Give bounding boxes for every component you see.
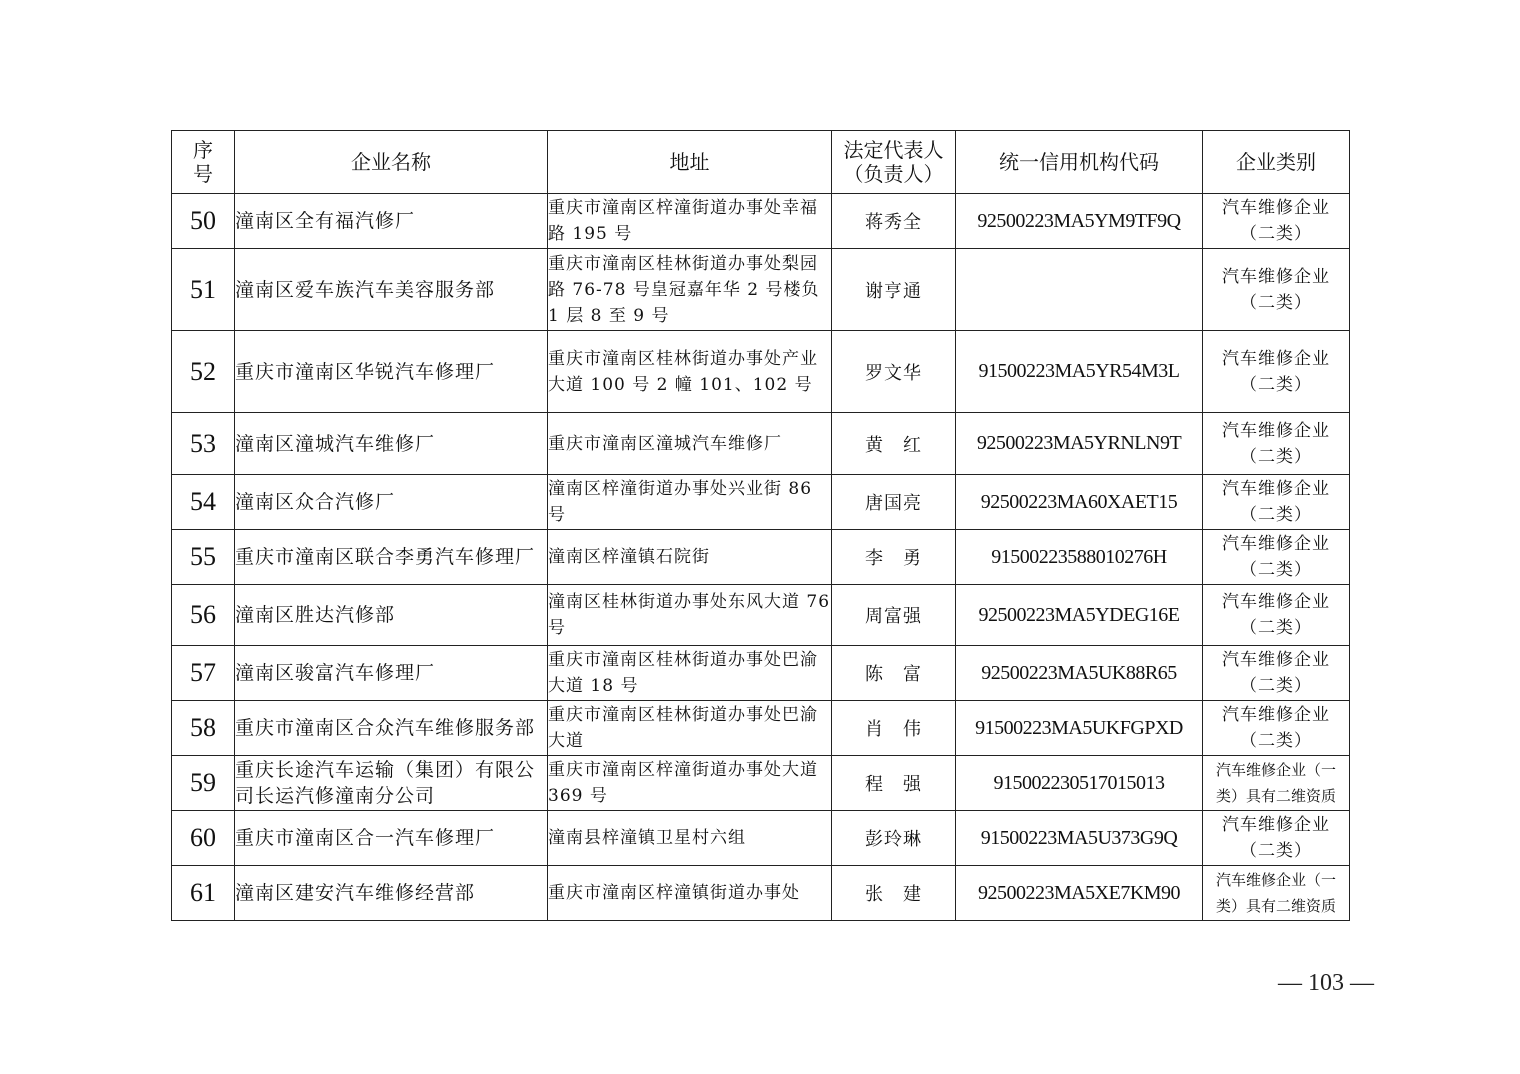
cell-type-line2: （二类） bbox=[1240, 841, 1312, 861]
table-row bbox=[172, 585, 1350, 646]
cell-name: 潼南区骏富汽车修理厂 bbox=[235, 646, 548, 701]
header-address: 地址 bbox=[548, 131, 832, 194]
cell-address: 重庆市潼南区桂林街道办事处产业大道 100 号 2 幢 101、102 号 bbox=[548, 331, 832, 413]
table-row bbox=[172, 866, 1350, 921]
cell-legal: 周富强 bbox=[832, 585, 956, 646]
header-legal bbox=[832, 131, 956, 194]
cell-legal: 程 强 bbox=[832, 756, 956, 811]
cell-type-line1: 汽车维修企业（一 bbox=[1215, 761, 1336, 779]
cell-legal: 罗文华 bbox=[832, 331, 956, 413]
cell-type-line1: 汽车维修企业 bbox=[1222, 815, 1330, 835]
cell-seq: 56 bbox=[172, 585, 235, 646]
header-seq bbox=[172, 131, 235, 194]
cell-name: 潼南区建安汽车维修经营部 bbox=[235, 866, 548, 921]
cell-type-line1: 汽车维修企业 bbox=[1222, 479, 1330, 499]
header-name: 企业名称 bbox=[235, 131, 548, 194]
header-type: 企业类别 bbox=[1203, 131, 1350, 194]
cell-type-line2: （二类） bbox=[1240, 560, 1312, 580]
cell-legal: 蒋秀全 bbox=[832, 194, 956, 249]
cell-address: 重庆市潼南区桂林街道办事处巴渝大道 bbox=[548, 701, 832, 756]
cell-type bbox=[1203, 530, 1350, 585]
cell-code: 92500223MA5XE7KM90 bbox=[956, 866, 1203, 921]
cell-type bbox=[1203, 756, 1350, 811]
table-row bbox=[172, 249, 1350, 331]
cell-type bbox=[1203, 331, 1350, 413]
cell-type bbox=[1203, 413, 1350, 475]
cell-code: 92500223MA5YDEG16E bbox=[956, 585, 1203, 646]
table-row bbox=[172, 194, 1350, 249]
table-row bbox=[172, 701, 1350, 756]
table-row bbox=[172, 331, 1350, 413]
cell-type-line1: 汽车维修企业 bbox=[1222, 650, 1330, 670]
table-header bbox=[172, 131, 1350, 194]
cell-code: 91500223588010276H bbox=[956, 530, 1203, 585]
cell-type-line2: （二类） bbox=[1240, 224, 1312, 244]
cell-seq: 58 bbox=[172, 701, 235, 756]
cell-address: 潼南县梓潼镇卫星村六组 bbox=[548, 811, 832, 866]
cell-type-line2: （二类） bbox=[1240, 374, 1312, 395]
cell-seq: 52 bbox=[172, 331, 235, 413]
cell-address: 重庆市潼南区梓潼街道办事处幸福路 195 号 bbox=[548, 194, 832, 249]
header-code: 统一信用机构代码 bbox=[956, 131, 1203, 194]
cell-legal: 彭玲琳 bbox=[832, 811, 956, 866]
cell-legal: 李 勇 bbox=[832, 530, 956, 585]
cell-legal: 张 建 bbox=[832, 866, 956, 921]
table-row bbox=[172, 811, 1350, 866]
cell-legal: 唐国亮 bbox=[832, 475, 956, 530]
cell-seq: 53 bbox=[172, 413, 235, 475]
cell-name: 重庆市潼南区联合李勇汽车修理厂 bbox=[235, 530, 548, 585]
cell-address: 重庆市潼南区桂林街道办事处巴渝大道 18 号 bbox=[548, 646, 832, 701]
cell-address: 重庆市潼南区桂林街道办事处梨园路 76-78 号皇冠嘉年华 2 号楼负 1 层 8 至 9 号 bbox=[548, 249, 832, 331]
table-row bbox=[172, 413, 1350, 475]
cell-legal: 肖 伟 bbox=[832, 701, 956, 756]
cell-address: 重庆市潼南区潼城汽车维修厂 bbox=[548, 413, 832, 475]
cell-type-line2: （二类） bbox=[1240, 676, 1312, 696]
cell-type-line1: 汽车维修企业 bbox=[1222, 348, 1330, 369]
cell-seq: 55 bbox=[172, 530, 235, 585]
cell-type-line2: （二类） bbox=[1240, 618, 1312, 638]
table-row bbox=[172, 475, 1350, 530]
cell-type bbox=[1203, 646, 1350, 701]
cell-address: 重庆市潼南区梓潼镇街道办事处 bbox=[548, 866, 832, 921]
cell-address: 潼南区梓潼镇石院街 bbox=[548, 530, 832, 585]
cell-seq: 60 bbox=[172, 811, 235, 866]
header-seq-line1: 序 bbox=[193, 138, 213, 162]
cell-type-line2: 类）具有二维资质 bbox=[1215, 897, 1336, 915]
cell-seq: 59 bbox=[172, 756, 235, 811]
page-number: — 103 — bbox=[1278, 970, 1374, 996]
cell-code: 91500223MA5YR54M3L bbox=[956, 331, 1203, 413]
cell-code: 92500223MA60XAET15 bbox=[956, 475, 1203, 530]
cell-type bbox=[1203, 194, 1350, 249]
header-legal-line1: 法定代表人 bbox=[843, 138, 944, 162]
cell-code: 92500223MA5YRNLN9T bbox=[956, 413, 1203, 475]
header-row bbox=[172, 131, 1350, 194]
cell-name: 重庆长途汽车运输（集团）有限公司长运汽修潼南分公司 bbox=[235, 756, 548, 811]
cell-address: 潼南区梓潼街道办事处兴业街 86 号 bbox=[548, 475, 832, 530]
table-row bbox=[172, 530, 1350, 585]
cell-type-line2: 类）具有二维资质 bbox=[1215, 787, 1336, 805]
cell-code bbox=[956, 249, 1203, 331]
cell-code: 91500223MA5U373G9Q bbox=[956, 811, 1203, 866]
table-row bbox=[172, 756, 1350, 811]
cell-type-line1: 汽车维修企业 bbox=[1222, 592, 1330, 612]
cell-seq: 54 bbox=[172, 475, 235, 530]
header-legal-line2: （负责人） bbox=[843, 162, 944, 186]
cell-type bbox=[1203, 475, 1350, 530]
cell-type-line2: （二类） bbox=[1240, 505, 1312, 525]
cell-code: 92500223MA5UK88R65 bbox=[956, 646, 1203, 701]
cell-seq: 50 bbox=[172, 194, 235, 249]
cell-type-line1: 汽车维修企业 bbox=[1222, 198, 1330, 218]
cell-type-line1: 汽车维修企业 bbox=[1222, 534, 1330, 554]
cell-legal: 陈 富 bbox=[832, 646, 956, 701]
cell-type-line1: 汽车维修企业 bbox=[1222, 266, 1330, 287]
cell-name: 潼南区爱车族汽车美容服务部 bbox=[235, 249, 548, 331]
cell-type-line1: 汽车维修企业 bbox=[1222, 705, 1330, 725]
cell-type-line2: （二类） bbox=[1240, 731, 1312, 751]
cell-name: 潼南区众合汽修厂 bbox=[235, 475, 548, 530]
cell-code: 92500223MA5YM9TF9Q bbox=[956, 194, 1203, 249]
table-body bbox=[172, 194, 1350, 921]
cell-legal: 黄 红 bbox=[832, 413, 956, 475]
cell-seq: 57 bbox=[172, 646, 235, 701]
cell-address: 潼南区桂林街道办事处东风大道 76 号 bbox=[548, 585, 832, 646]
cell-name: 重庆市潼南区华锐汽车修理厂 bbox=[235, 331, 548, 413]
cell-name: 潼南区全有福汽修厂 bbox=[235, 194, 548, 249]
cell-type-line1: 汽车维修企业（一 bbox=[1215, 871, 1336, 889]
cell-name: 重庆市潼南区合一汽车修理厂 bbox=[235, 811, 548, 866]
header-seq-line2: 号 bbox=[193, 162, 213, 186]
cell-name: 潼南区潼城汽车维修厂 bbox=[235, 413, 548, 475]
cell-type-line2: （二类） bbox=[1240, 292, 1312, 313]
cell-name: 潼南区胜达汽修部 bbox=[235, 585, 548, 646]
cell-type-line1: 汽车维修企业 bbox=[1222, 420, 1330, 441]
cell-seq: 61 bbox=[172, 866, 235, 921]
cell-type bbox=[1203, 585, 1350, 646]
cell-type bbox=[1203, 866, 1350, 921]
cell-code: 91500223MA5UKFGPXD bbox=[956, 701, 1203, 756]
cell-type bbox=[1203, 701, 1350, 756]
enterprise-table bbox=[171, 130, 1350, 921]
cell-type bbox=[1203, 811, 1350, 866]
cell-type-line2: （二类） bbox=[1240, 446, 1312, 467]
cell-address: 重庆市潼南区梓潼街道办事处大道 369 号 bbox=[548, 756, 832, 811]
table-row bbox=[172, 646, 1350, 701]
cell-code: 915002230517015013 bbox=[956, 756, 1203, 811]
cell-name: 重庆市潼南区合众汽车维修服务部 bbox=[235, 701, 548, 756]
cell-seq: 51 bbox=[172, 249, 235, 331]
cell-legal: 谢亨通 bbox=[832, 249, 956, 331]
cell-type bbox=[1203, 249, 1350, 331]
